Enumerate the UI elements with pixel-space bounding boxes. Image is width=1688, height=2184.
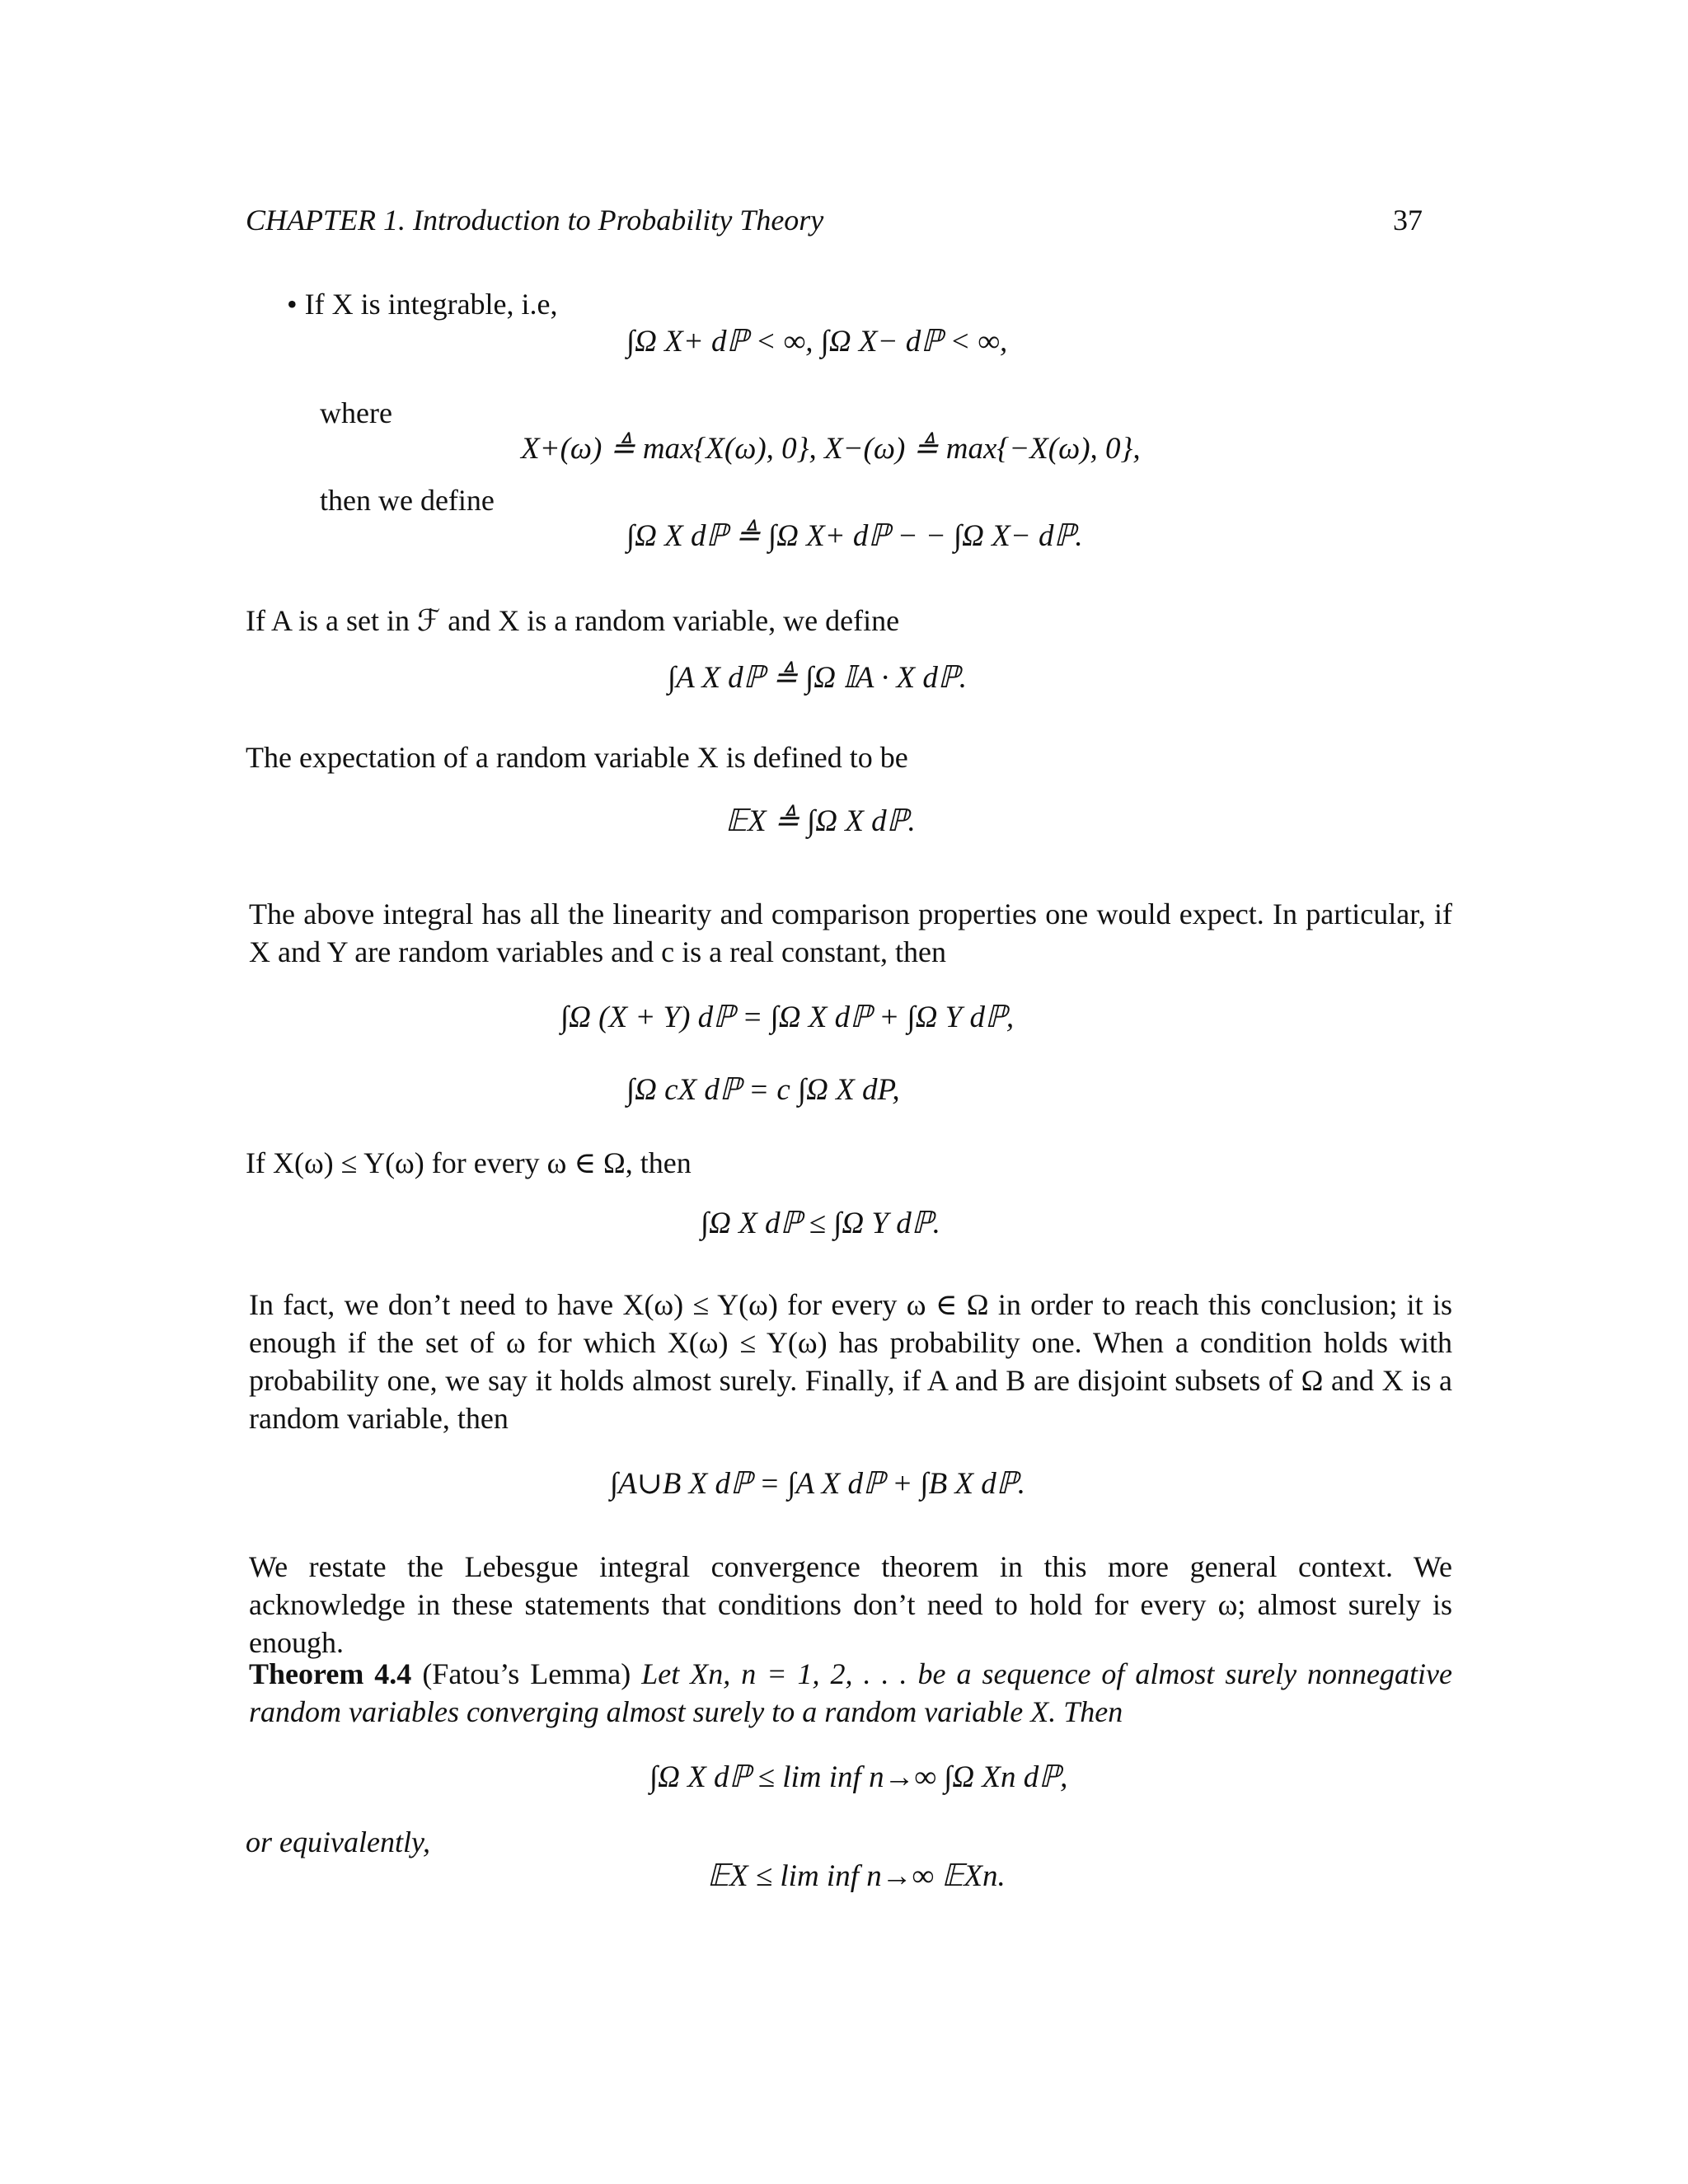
para-set: If A is a set in ℱ and X is a random variable, we define [246,604,900,637]
eq-define: ∫Ω X dℙ ≜ ∫Ω X+ dℙ − − ∫Ω X− dℙ. [626,519,1083,553]
eq-fatou-expectation: 𝔼X ≤ lim inf n→∞ 𝔼Xn. [707,1859,1006,1893]
eq-linearity-1: ∫Ω (X + Y) dℙ = ∫Ω X dℙ + ∫Ω Y dℙ, [560,1001,1015,1034]
page-number: 37 [1393,204,1423,237]
para-almost-surely: In fact, we don’t need to have X(ω) ≤ Y(ω) for every ω ∈ Ω in order to reach this conclusion; it is enough if the set of ω for which X(ω) ≤ Y(ω) has probability one. When a condition holds with probability one, we say it holds almost surely. Finally, if A and B are disjoint subsets of Ω and X is a random variable, then [249,1288,1452,1435]
eq-set: ∫A X dℙ ≜ ∫Ω 𝕀A · X dℙ. [668,661,968,695]
theorem-statement: Let Xn, n = 1, 2, . . . be a sequence of almost surely nonnegative random variables converging almost surely to a random variable X. Then [249,1657,1452,1728]
bullet-icon: • [287,288,298,321]
para-restate: We restate the Lebesgue integral convergence theorem in this more general context. We acknowledge in these statements that conditions don’t need to hold for every ω; almost surely is enough. [249,1550,1452,1659]
or-equivalently: or equivalently, [246,1825,430,1858]
eq-compare: ∫Ω X dℙ ≤ ∫Ω Y dℙ. [701,1207,940,1240]
eq-expectation: 𝔼X ≜ ∫Ω X dℙ. [725,804,916,838]
theorem-name: (Fatou’s Lemma) [422,1657,631,1690]
theorem-label: Theorem 4.4 [249,1657,412,1690]
para-linearity: The above integral has all the linearity and comparison properties one would expect. In particular, if X and Y are random variables and c is a real constant, then [249,898,1452,968]
bullet-lead-text: If X is integrable, i.e, [304,288,558,321]
eq-linearity-2: ∫Ω cX dℙ = c ∫Ω X dP, [626,1073,900,1107]
then-label: then we define [320,484,495,517]
eq-union: ∫A∪B X dℙ = ∫A X dℙ + ∫B X dℙ. [610,1467,1025,1501]
eq-parts: X+(ω) ≜ max{X(ω), 0}, X−(ω) ≜ max{−X(ω), 0}, [521,432,1141,466]
bullet-lead [287,285,558,323]
para-expectation: The expectation of a random variable X is defined to be [246,741,908,774]
para-compare: If X(ω) ≤ Y(ω) for every ω ∈ Ω, then [246,1146,692,1179]
where-label: where [320,396,392,429]
eq-integrable: ∫Ω X+ dℙ < ∞, ∫Ω X− dℙ < ∞, [626,325,1008,359]
theorem-block [249,1655,1452,1731]
eq-fatou: ∫Ω X dℙ ≤ lim inf n→∞ ∫Ω Xn dℙ, [649,1760,1068,1794]
chapter-header: CHAPTER 1. Introduction to Probability Theory [246,204,824,237]
